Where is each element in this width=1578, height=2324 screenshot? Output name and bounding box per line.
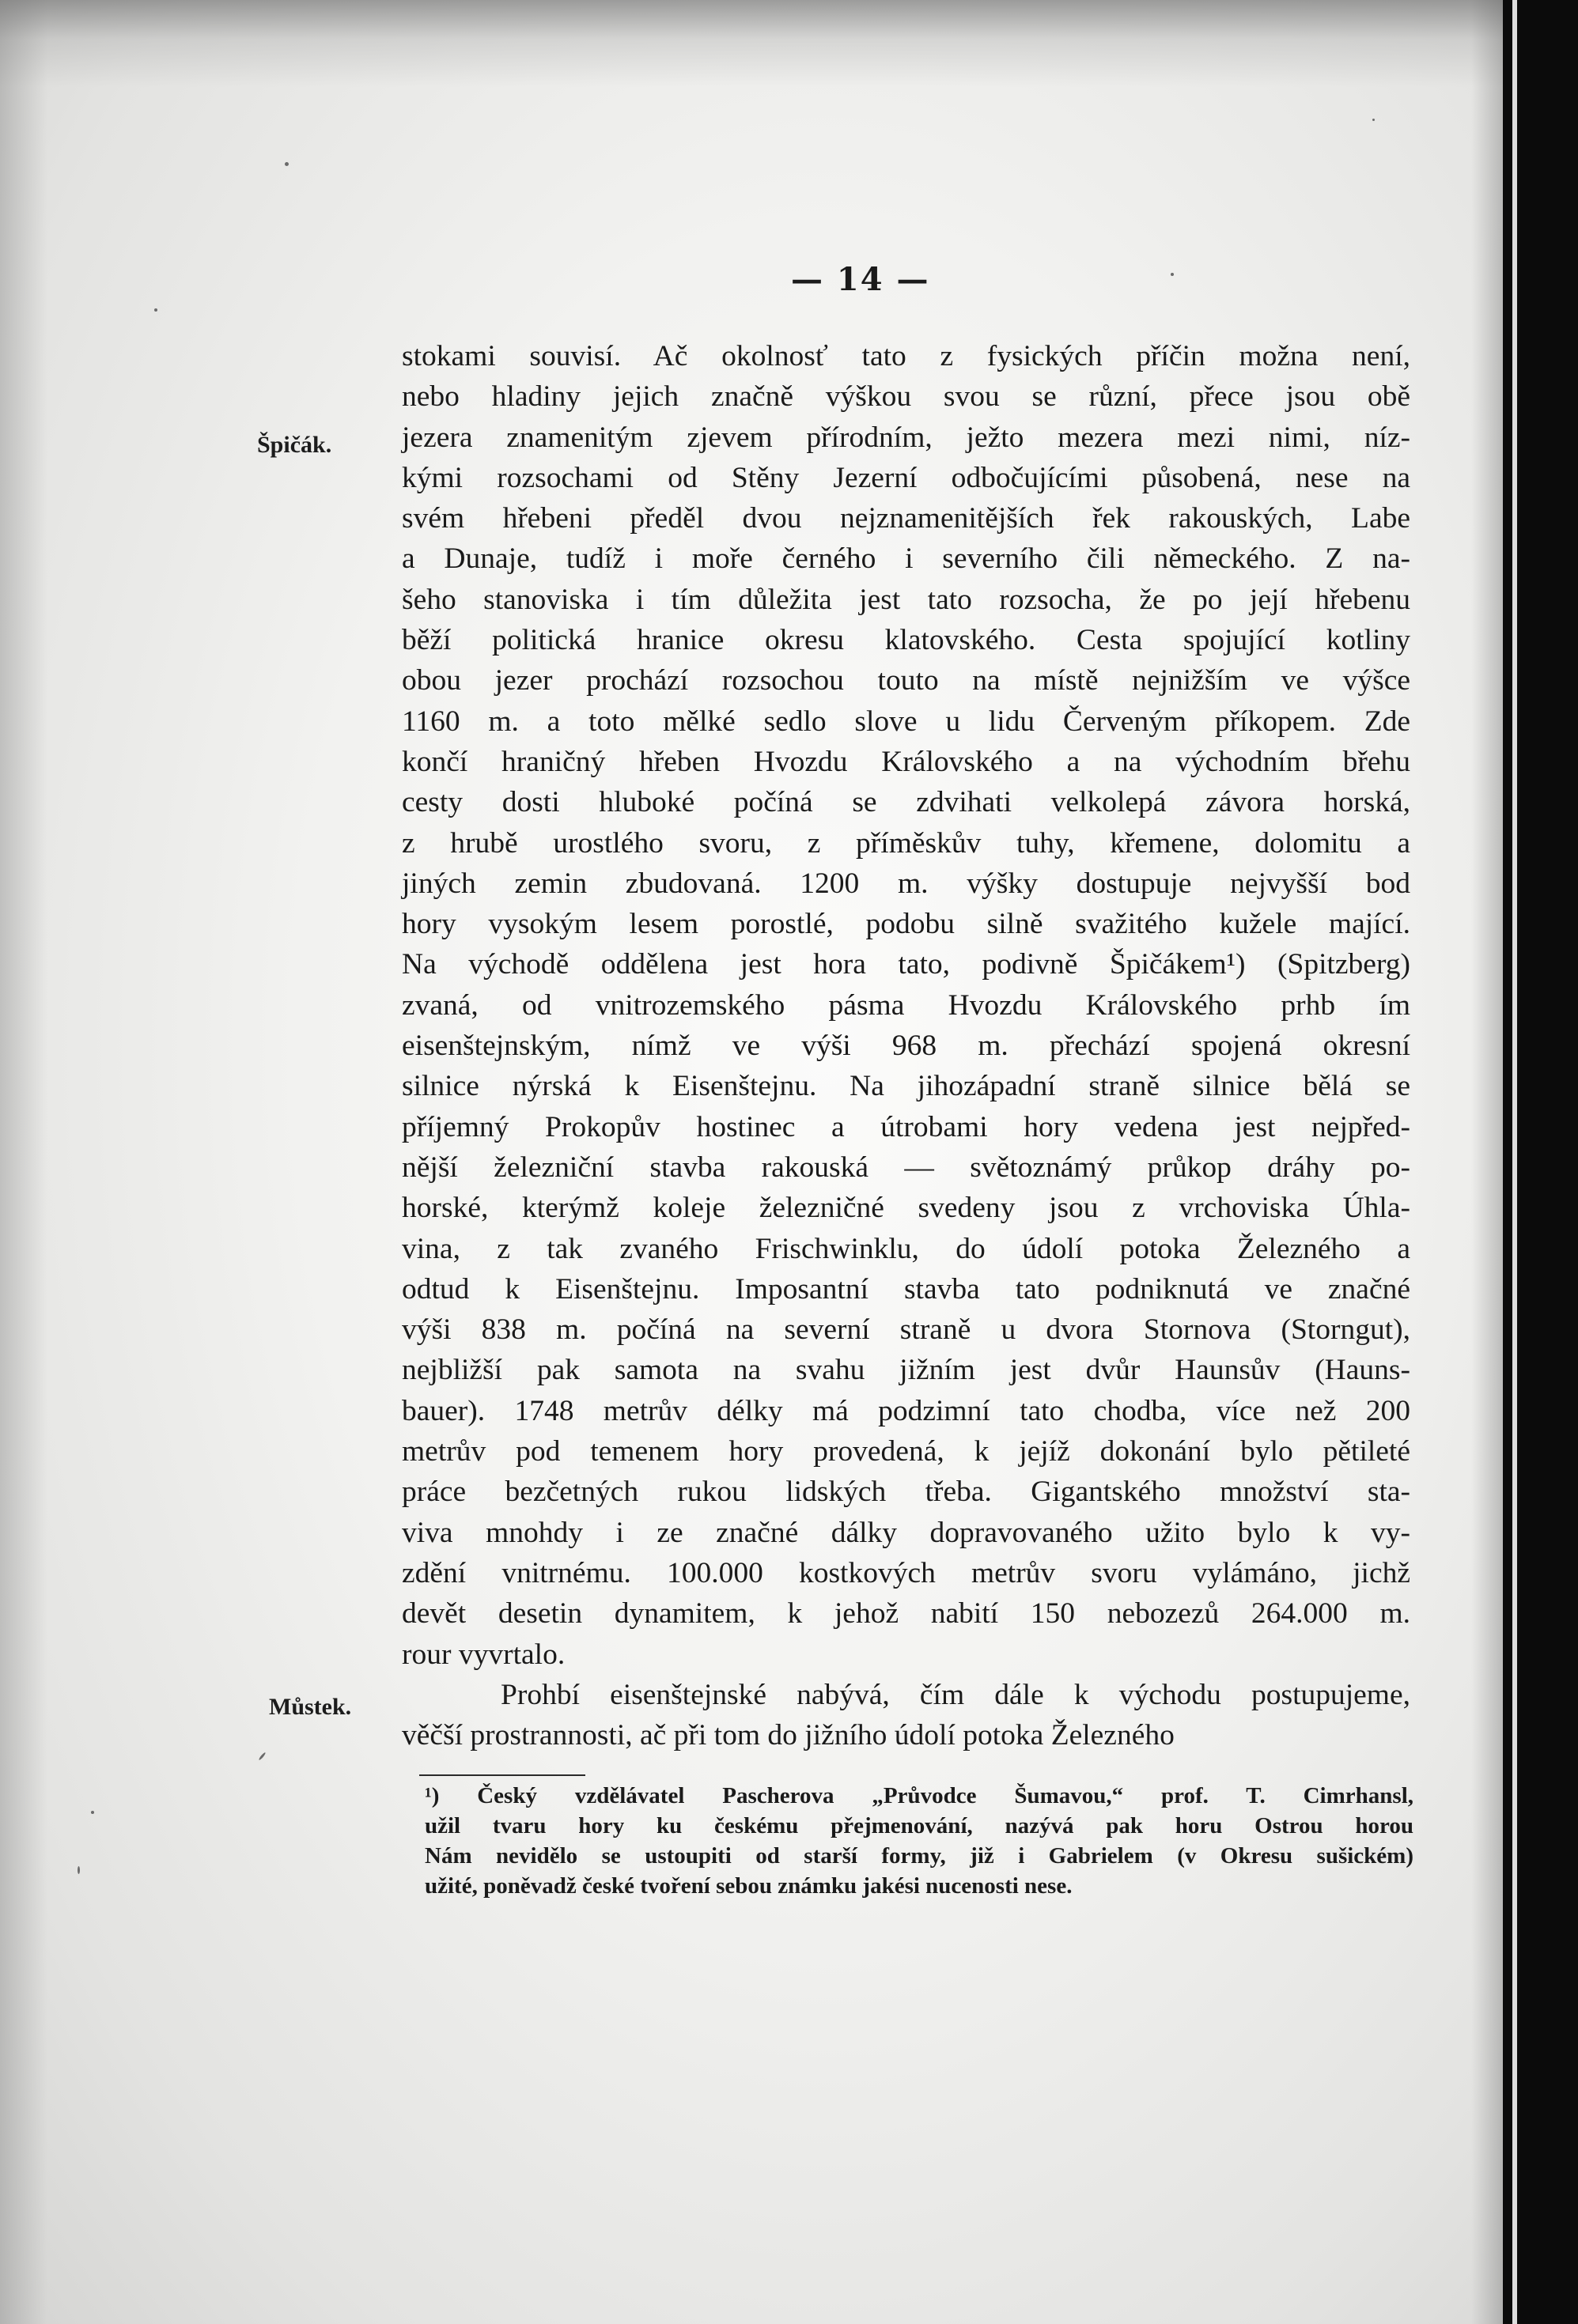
paper-speck	[285, 162, 289, 166]
body-line: svém hřebeni předěl dvou nejznamenitějších řek rakouských, Labe	[402, 502, 1410, 535]
body-line: a Dunaje, tudíž i moře černého i severního čili německého. Z na-	[402, 542, 1410, 576]
footnote-line: ¹) Český vzdělávatel Pascherova „Průvodce Šumavou,“ prof. T. Cimrhansl,	[425, 1783, 1413, 1808]
body-line: nejbližší pak samota na svahu jižním jest dvůr Haunsův (Hauns-	[402, 1354, 1410, 1387]
body-line: jiných zemin zbudovaná. 1200 m. výšky dostupuje nejvyšší bod	[402, 867, 1410, 900]
page-left-shadow	[0, 0, 47, 2324]
body-line: hory vysokým lesem porostlé, podobu silně svažitého kužele mající.	[402, 908, 1410, 941]
body-line: výši 838 m. počíná na severní straně u dvora Stornova (Storngut),	[402, 1313, 1410, 1347]
body-line: viva mnohdy i ze značné dálky dopravovaného užito bylo k vy-	[402, 1516, 1410, 1549]
body-line: obou jezer prochází rozsochou touto na místě nejnižším ve výšce	[402, 664, 1410, 697]
body-line: běží politická hranice okresu klatovského. Cesta spojující kotliny	[402, 624, 1410, 657]
body-line: jezera znamenitým zjevem přírodním, ježto mezera mezi nimi, níz-	[402, 421, 1410, 454]
body-text	[402, 336, 1410, 1755]
body-line: bauer). 1748 metrův délky má podzimní tato chodba, více než 200	[402, 1394, 1410, 1427]
margin-note-mustek: Můstek.	[269, 1694, 352, 1720]
page-number: — 14 —	[791, 261, 930, 298]
body-line: příjemný Prokopův hostinec a útrobami hory vedena jest nejpřed-	[402, 1110, 1410, 1143]
body-line: zvaná, od vnitrozemského pásma Hvozdu Královského prhb ím	[402, 988, 1410, 1022]
body-line: Na východě oddělena jest hora tato, podivně Špičákem¹) (Spitzberg)	[402, 948, 1410, 981]
page-right-shadow	[1471, 0, 1503, 2324]
body-line: šeho stanoviska i tím důležita jest tato rozsocha, že po její hřebenu	[402, 583, 1410, 616]
footnote-line: Nám nevidělo se ustoupiti od starší formy, již i Gabrielem (v Okresu sušickém)	[425, 1843, 1413, 1869]
body-line: z hrubě urostlého svoru, z příměskův tuhy, křemene, dolomitu a	[402, 826, 1410, 860]
margin-note-spicak: Špičák.	[257, 432, 332, 458]
body-line: metrův pod temenem hory provedená, k jejíž dokonání bylo pětileté	[402, 1435, 1410, 1468]
body-line: nebo hladiny jejich značně výškou svou se různí, přece jsou obě	[402, 380, 1410, 414]
paper-speck	[1171, 273, 1174, 276]
body-line: zdění vnitrnému. 100.000 kostkových metrův svoru vylámáno, jichž	[402, 1556, 1410, 1589]
body-line: rour vyvrtalo.	[402, 1638, 566, 1671]
body-line: devět desetin dynamitem, k jehož nabití 150 nebozezů 264.000 m.	[402, 1597, 1410, 1631]
paper-speck	[91, 1811, 94, 1814]
body-line: věčší prostrannosti, ač při tom do jižního údolí potoka Železného	[402, 1719, 1175, 1752]
body-line: kými rozsochami od Stěny Jezerní odbočujícími působená, nese na	[402, 461, 1410, 494]
page-top-shadow	[0, 0, 1503, 87]
body-line: práce bezčetných rukou lidských třeba. Gigantského množství sta-	[402, 1476, 1410, 1509]
footnote-rule	[419, 1774, 585, 1776]
body-line: stokami souvisí. Ač okolnosť tato z fysických příčin možna není,	[402, 340, 1410, 372]
body-line: odtud k Eisenštejnu. Imposantní stavba tato podniknutá ve značné	[402, 1272, 1410, 1306]
body-line: končí hraničný hřeben Hvozdu Královského a na východním břehu	[402, 745, 1410, 778]
paper-speck	[78, 1866, 80, 1874]
footnote	[425, 1781, 1413, 1901]
body-line: vina, z tak zvaného Frischwinklu, do údolí potoka Železného a	[402, 1232, 1410, 1265]
body-line: 1160 m. a toto mělké sedlo slove u lidu Červeným příkopem. Zde	[402, 705, 1410, 738]
body-line: eisenštejnským, nímž ve výši 968 m. přechází spojená okresní	[402, 1030, 1410, 1063]
body-line: horské, kterýmž koleje železničné svedeny jsou z vrchoviska Úhla-	[402, 1192, 1410, 1225]
paper-speck	[154, 308, 157, 312]
paper-speck	[258, 1752, 266, 1760]
body-line: nější železniční stavba rakouská — světoznámý průkop dráhy po-	[402, 1151, 1410, 1184]
paper-speck	[1372, 119, 1375, 121]
footnote-line: užité, poněvadž české tvoření sebou známku jakési nucenosti nese.	[425, 1873, 1073, 1899]
body-line: Prohbí eisenštejnské nabývá, čím dále k východu postupujeme,	[501, 1678, 1410, 1711]
footnote-line: užil tvaru hory ku českému přejmenování, nazývá pak horu Ostrou horou	[425, 1813, 1413, 1838]
book-binding	[1503, 0, 1578, 2324]
body-line: silnice nýrská k Eisenštejnu. Na jihozápadní straně silnice bělá se	[402, 1070, 1410, 1103]
body-line: cesty dosti hluboké počíná se zdvihati velkolepá závora horská,	[402, 786, 1410, 819]
binding-edge-line	[1512, 0, 1517, 2324]
